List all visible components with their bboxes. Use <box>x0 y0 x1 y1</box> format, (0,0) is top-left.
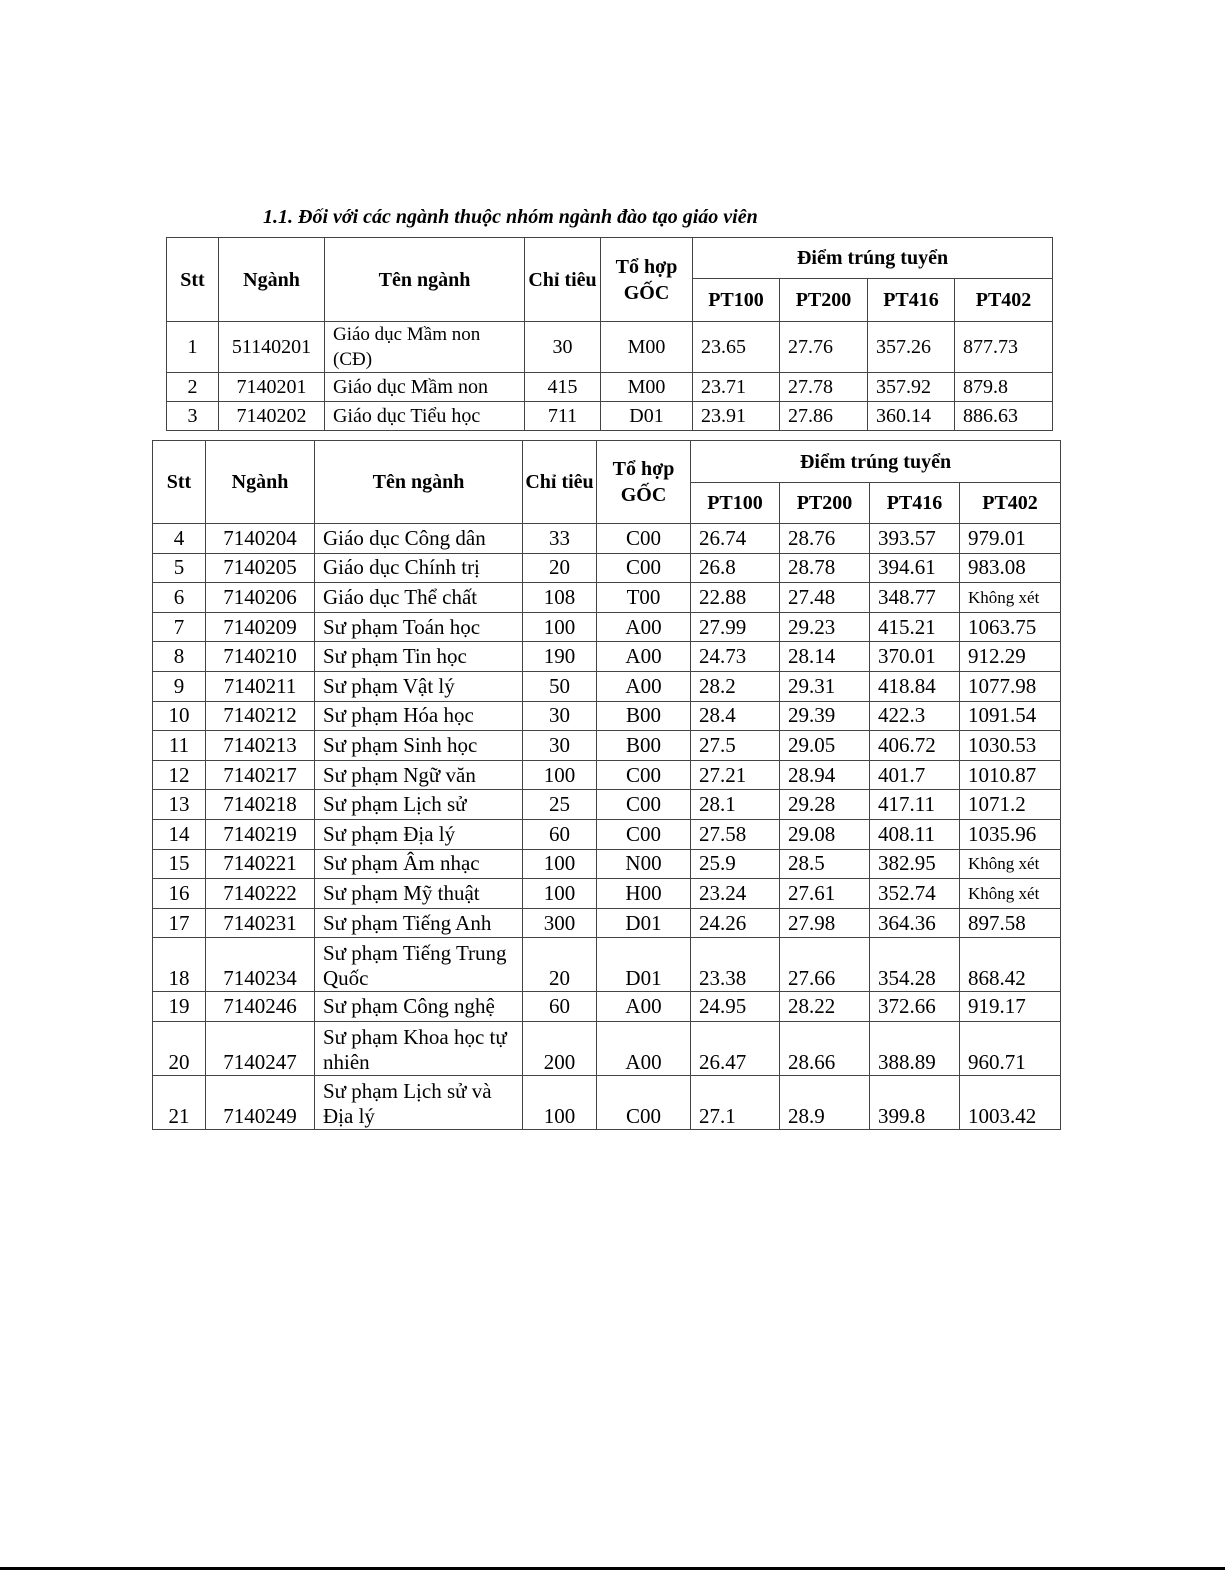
table-row <box>153 908 1061 938</box>
table-row <box>153 938 1061 992</box>
header-pt416: PT416 <box>868 279 955 322</box>
header-pt402: PT402 <box>960 483 1061 524</box>
header-to-hop: Tổ hợp GỐC <box>597 441 691 524</box>
cell-pt100: 26.8 <box>691 553 780 583</box>
table-row <box>153 642 1061 672</box>
cell-to-hop: N00 <box>597 849 691 879</box>
cell-pt100: 26.74 <box>691 524 780 554</box>
cell-ten-nganh: Sư phạm Vật lý <box>315 671 523 701</box>
table-row <box>153 701 1061 731</box>
cell-ten-nganh: Giáo dục Công dân <box>315 524 523 554</box>
cell-pt100: 26.47 <box>691 1021 780 1075</box>
cell-pt100: 27.1 <box>691 1075 780 1129</box>
cell-to-hop: B00 <box>597 701 691 731</box>
cell-to-hop: T00 <box>597 583 691 613</box>
cell-chi-tieu: 50 <box>523 671 597 701</box>
cell-stt: 14 <box>153 819 206 849</box>
cell-to-hop: A00 <box>597 1021 691 1075</box>
cell-ma-nganh: 7140231 <box>206 908 315 938</box>
cell-pt416: 372.66 <box>870 992 960 1022</box>
table-row <box>153 760 1061 790</box>
cell-ma-nganh: 7140247 <box>206 1021 315 1075</box>
cell-pt416: 406.72 <box>870 731 960 761</box>
cell-pt402: Không xét <box>960 879 1061 909</box>
cell-chi-tieu: 100 <box>523 879 597 909</box>
cell-pt416: 393.57 <box>870 524 960 554</box>
cell-pt402: 960.71 <box>960 1021 1061 1075</box>
cell-pt416: 354.28 <box>870 938 960 992</box>
cell-chi-tieu: 415 <box>525 373 601 402</box>
cell-pt402: 983.08 <box>960 553 1061 583</box>
cell-pt416: 357.92 <box>868 373 955 402</box>
header-stt: Stt <box>153 441 206 524</box>
cell-chi-tieu: 30 <box>523 701 597 731</box>
cell-pt402: 1010.87 <box>960 760 1061 790</box>
cell-stt: 8 <box>153 642 206 672</box>
cell-to-hop: M00 <box>601 373 693 402</box>
cell-ten-nganh: Sư phạm Tiếng Anh <box>315 908 523 938</box>
header-ten-nganh: Tên ngành <box>315 441 523 524</box>
cell-pt200: 28.94 <box>780 760 870 790</box>
cell-ma-nganh: 7140204 <box>206 524 315 554</box>
table-row <box>153 731 1061 761</box>
cell-ten-nganh: Sư phạm Ngữ văn <box>315 760 523 790</box>
cell-pt402: 1077.98 <box>960 671 1061 701</box>
cell-pt200: 28.76 <box>780 524 870 554</box>
cell-pt200: 29.39 <box>780 701 870 731</box>
cell-pt200: 27.66 <box>780 938 870 992</box>
admission-table-1 <box>166 237 1053 431</box>
cell-pt402: 886.63 <box>955 402 1053 431</box>
cell-pt402: 1063.75 <box>960 612 1061 642</box>
table-row <box>153 553 1061 583</box>
cell-to-hop: B00 <box>597 731 691 761</box>
header-pt100: PT100 <box>691 483 780 524</box>
cell-to-hop: H00 <box>597 879 691 909</box>
cell-ten-nganh: Sư phạm Âm nhạc <box>315 849 523 879</box>
cell-stt: 4 <box>153 524 206 554</box>
cell-to-hop: A00 <box>597 642 691 672</box>
header-pt200: PT200 <box>780 279 868 322</box>
cell-pt416: 417.11 <box>870 790 960 820</box>
cell-ten-nganh: Sư phạm Địa lý <box>315 819 523 849</box>
table-row <box>167 373 1053 402</box>
cell-pt402: 897.58 <box>960 908 1061 938</box>
cell-pt100: 28.1 <box>691 790 780 820</box>
cell-pt100: 27.99 <box>691 612 780 642</box>
cell-pt200: 27.76 <box>780 322 868 373</box>
cell-pt100: 23.71 <box>693 373 780 402</box>
cell-pt416: 422.3 <box>870 701 960 731</box>
cell-to-hop: C00 <box>597 819 691 849</box>
cell-pt402: 1035.96 <box>960 819 1061 849</box>
admission-table-2 <box>152 440 1061 1130</box>
cell-to-hop: C00 <box>597 1075 691 1129</box>
cell-ma-nganh: 7140211 <box>206 671 315 701</box>
header-chi-tieu: Chỉ tiêu <box>523 441 597 524</box>
cell-ten-nganh: Sư phạm Hóa học <box>315 701 523 731</box>
cell-pt416: 399.8 <box>870 1075 960 1129</box>
cell-ma-nganh: 7140201 <box>219 373 325 402</box>
cell-ma-nganh: 7140212 <box>206 701 315 731</box>
cell-to-hop: D01 <box>601 402 693 431</box>
header-nganh: Ngành <box>206 441 315 524</box>
cell-pt402: 979.01 <box>960 524 1061 554</box>
cell-pt200: 28.78 <box>780 553 870 583</box>
table-row <box>153 1021 1061 1075</box>
cell-pt100: 28.2 <box>691 671 780 701</box>
cell-ten-nganh: Sư phạm Tiếng Trung Quốc <box>315 938 523 992</box>
cell-pt200: 27.98 <box>780 908 870 938</box>
table-row <box>153 819 1061 849</box>
cell-pt100: 23.91 <box>693 402 780 431</box>
cell-stt: 6 <box>153 583 206 613</box>
cell-chi-tieu: 100 <box>523 612 597 642</box>
cell-stt: 18 <box>153 938 206 992</box>
cell-chi-tieu: 190 <box>523 642 597 672</box>
cell-pt100: 27.5 <box>691 731 780 761</box>
cell-stt: 2 <box>167 373 219 402</box>
cell-pt200: 29.05 <box>780 731 870 761</box>
header-pt200: PT200 <box>780 483 870 524</box>
cell-pt100: 23.38 <box>691 938 780 992</box>
cell-ten-nganh: Sư phạm Lịch sử và Địa lý <box>315 1075 523 1129</box>
cell-pt402: 1030.53 <box>960 731 1061 761</box>
cell-to-hop: C00 <box>597 760 691 790</box>
cell-ten-nganh: Giáo dục Thể chất <box>315 583 523 613</box>
cell-pt100: 28.4 <box>691 701 780 731</box>
cell-chi-tieu: 60 <box>523 992 597 1022</box>
cell-pt100: 24.95 <box>691 992 780 1022</box>
cell-chi-tieu: 100 <box>523 760 597 790</box>
cell-chi-tieu: 20 <box>523 938 597 992</box>
cell-pt100: 25.9 <box>691 849 780 879</box>
cell-chi-tieu: 25 <box>523 790 597 820</box>
cell-pt416: 357.26 <box>868 322 955 373</box>
cell-pt200: 27.78 <box>780 373 868 402</box>
cell-to-hop: M00 <box>601 322 693 373</box>
table-row <box>153 790 1061 820</box>
cell-pt416: 364.36 <box>870 908 960 938</box>
cell-pt402: Không xét <box>960 583 1061 613</box>
cell-stt: 21 <box>153 1075 206 1129</box>
cell-pt416: 382.95 <box>870 849 960 879</box>
cell-ten-nganh: Giáo dục Chính trị <box>315 553 523 583</box>
cell-pt100: 24.73 <box>691 642 780 672</box>
cell-pt402: 919.17 <box>960 992 1061 1022</box>
cell-ma-nganh: 7140219 <box>206 819 315 849</box>
cell-stt: 10 <box>153 701 206 731</box>
cell-pt416: 370.01 <box>870 642 960 672</box>
cell-ten-nganh: Sư phạm Công nghệ <box>315 992 523 1022</box>
cell-pt200: 28.9 <box>780 1075 870 1129</box>
header-pt416: PT416 <box>870 483 960 524</box>
cell-stt: 11 <box>153 731 206 761</box>
cell-pt200: 28.22 <box>780 992 870 1022</box>
cell-chi-tieu: 300 <box>523 908 597 938</box>
header-to-hop: Tổ hợp GỐC <box>601 238 693 322</box>
cell-to-hop: D01 <box>597 938 691 992</box>
cell-stt: 13 <box>153 790 206 820</box>
cell-ten-nganh: Sư phạm Sinh học <box>315 731 523 761</box>
cell-pt200: 28.5 <box>780 849 870 879</box>
cell-stt: 12 <box>153 760 206 790</box>
cell-pt416: 415.21 <box>870 612 960 642</box>
cell-ten-nganh: Sư phạm Mỹ thuật <box>315 879 523 909</box>
table-row <box>167 402 1053 431</box>
cell-stt: 7 <box>153 612 206 642</box>
cell-ten-nganh: Giáo dục Tiểu học <box>325 402 525 431</box>
cell-ma-nganh: 7140210 <box>206 642 315 672</box>
cell-ma-nganh: 7140205 <box>206 553 315 583</box>
cell-ten-nganh: Sư phạm Tin học <box>315 642 523 672</box>
cell-chi-tieu: 100 <box>523 1075 597 1129</box>
cell-pt402: 1091.54 <box>960 701 1061 731</box>
cell-ten-nganh: Giáo dục Mầm non <box>325 373 525 402</box>
header-stt: Stt <box>167 238 219 322</box>
table-row <box>153 992 1061 1022</box>
cell-pt402: Không xét <box>960 849 1061 879</box>
page-bottom-rule <box>0 1567 1225 1570</box>
cell-pt402: 879.8 <box>955 373 1053 402</box>
cell-chi-tieu: 100 <box>523 849 597 879</box>
cell-pt416: 401.7 <box>870 760 960 790</box>
table-row <box>153 671 1061 701</box>
table-row <box>153 612 1061 642</box>
cell-to-hop: A00 <box>597 992 691 1022</box>
cell-ma-nganh: 7140202 <box>219 402 325 431</box>
cell-stt: 3 <box>167 402 219 431</box>
cell-ma-nganh: 7140209 <box>206 612 315 642</box>
cell-ma-nganh: 7140246 <box>206 992 315 1022</box>
cell-chi-tieu: 108 <box>523 583 597 613</box>
header-pt100: PT100 <box>693 279 780 322</box>
cell-pt200: 28.66 <box>780 1021 870 1075</box>
cell-stt: 5 <box>153 553 206 583</box>
cell-chi-tieu: 30 <box>525 322 601 373</box>
cell-pt100: 27.21 <box>691 760 780 790</box>
cell-pt402: 877.73 <box>955 322 1053 373</box>
cell-pt200: 27.86 <box>780 402 868 431</box>
table-row <box>153 1075 1061 1129</box>
cell-stt: 20 <box>153 1021 206 1075</box>
cell-ma-nganh: 51140201 <box>219 322 325 373</box>
cell-stt: 16 <box>153 879 206 909</box>
cell-stt: 9 <box>153 671 206 701</box>
cell-ma-nganh: 7140222 <box>206 879 315 909</box>
cell-to-hop: C00 <box>597 790 691 820</box>
cell-pt416: 394.61 <box>870 553 960 583</box>
cell-pt200: 29.08 <box>780 819 870 849</box>
cell-pt100: 22.88 <box>691 583 780 613</box>
table-row <box>153 524 1061 554</box>
cell-stt: 17 <box>153 908 206 938</box>
cell-ma-nganh: 7140234 <box>206 938 315 992</box>
cell-pt100: 23.24 <box>691 879 780 909</box>
cell-ma-nganh: 7140221 <box>206 849 315 879</box>
cell-ten-nganh: Giáo dục Mầm non (CĐ) <box>325 322 525 373</box>
cell-pt402: 868.42 <box>960 938 1061 992</box>
cell-stt: 1 <box>167 322 219 373</box>
cell-pt200: 28.14 <box>780 642 870 672</box>
cell-ten-nganh: Sư phạm Lịch sử <box>315 790 523 820</box>
cell-ma-nganh: 7140213 <box>206 731 315 761</box>
cell-to-hop: D01 <box>597 908 691 938</box>
table-row <box>153 583 1061 613</box>
cell-to-hop: C00 <box>597 553 691 583</box>
cell-pt402: 912.29 <box>960 642 1061 672</box>
cell-pt200: 27.61 <box>780 879 870 909</box>
table-row <box>153 849 1061 879</box>
cell-chi-tieu: 20 <box>523 553 597 583</box>
header-ten-nganh: Tên ngành <box>325 238 525 322</box>
cell-ma-nganh: 7140217 <box>206 760 315 790</box>
table-row <box>153 879 1061 909</box>
cell-pt200: 29.31 <box>780 671 870 701</box>
cell-chi-tieu: 200 <box>523 1021 597 1075</box>
cell-ma-nganh: 7140206 <box>206 583 315 613</box>
cell-pt100: 27.58 <box>691 819 780 849</box>
header-diem-trung-tuyen: Điểm trúng tuyển <box>691 441 1061 483</box>
cell-chi-tieu: 711 <box>525 402 601 431</box>
cell-pt416: 348.77 <box>870 583 960 613</box>
cell-pt100: 23.65 <box>693 322 780 373</box>
cell-to-hop: A00 <box>597 671 691 701</box>
cell-pt416: 408.11 <box>870 819 960 849</box>
cell-ten-nganh: Sư phạm Toán học <box>315 612 523 642</box>
header-chi-tieu: Chỉ tiêu <box>525 238 601 322</box>
cell-to-hop: C00 <box>597 524 691 554</box>
cell-pt416: 388.89 <box>870 1021 960 1075</box>
cell-chi-tieu: 33 <box>523 524 597 554</box>
cell-ten-nganh: Sư phạm Khoa học tự nhiên <box>315 1021 523 1075</box>
cell-pt402: 1071.2 <box>960 790 1061 820</box>
cell-pt100: 24.26 <box>691 908 780 938</box>
cell-stt: 15 <box>153 849 206 879</box>
cell-pt200: 27.48 <box>780 583 870 613</box>
cell-pt416: 352.74 <box>870 879 960 909</box>
cell-chi-tieu: 60 <box>523 819 597 849</box>
header-pt402: PT402 <box>955 279 1053 322</box>
section-title: 1.1. Đối với các ngành thuộc nhóm ngành đào tạo giáo viên <box>263 206 758 228</box>
cell-pt200: 29.28 <box>780 790 870 820</box>
cell-chi-tieu: 30 <box>523 731 597 761</box>
cell-stt: 19 <box>153 992 206 1022</box>
cell-pt200: 29.23 <box>780 612 870 642</box>
cell-pt402: 1003.42 <box>960 1075 1061 1129</box>
cell-ma-nganh: 7140218 <box>206 790 315 820</box>
cell-ma-nganh: 7140249 <box>206 1075 315 1129</box>
header-nganh: Ngành <box>219 238 325 322</box>
table-row <box>167 322 1053 373</box>
cell-pt416: 418.84 <box>870 671 960 701</box>
header-diem-trung-tuyen: Điểm trúng tuyển <box>693 238 1053 279</box>
cell-to-hop: A00 <box>597 612 691 642</box>
cell-pt416: 360.14 <box>868 402 955 431</box>
